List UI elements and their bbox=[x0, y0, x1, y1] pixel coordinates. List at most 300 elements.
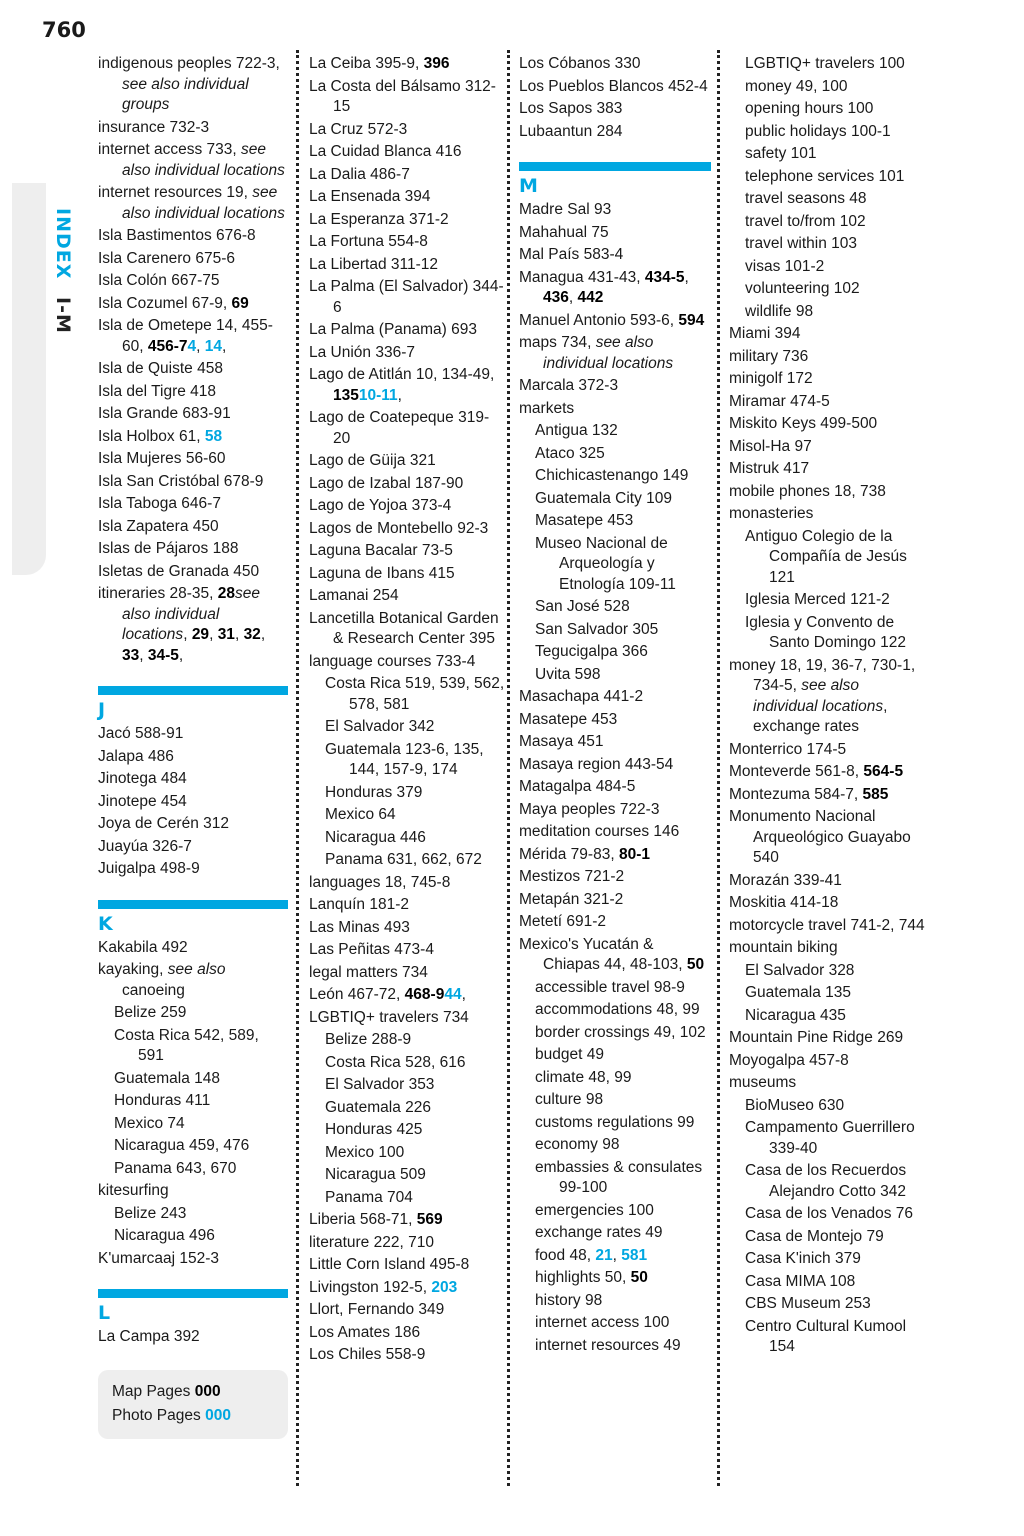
cross-reference: see also individual locations bbox=[543, 334, 674, 372]
index-subentry bbox=[309, 1143, 505, 1164]
entry-text: kitesurfing bbox=[98, 1182, 169, 1199]
index-subentry bbox=[729, 54, 925, 75]
index-subentry bbox=[519, 466, 711, 487]
index-entry bbox=[519, 777, 711, 798]
entry-text: mobile phones 18, 738 bbox=[729, 482, 886, 500]
index-subentry bbox=[309, 1053, 505, 1074]
page-ref: 31 bbox=[217, 626, 235, 643]
index-subentry bbox=[309, 1165, 505, 1186]
entry-text: , exchange rates bbox=[753, 697, 888, 735]
index-entry bbox=[98, 404, 288, 425]
page-ref: 581 bbox=[621, 1246, 648, 1264]
index-subentry bbox=[519, 1000, 711, 1021]
entry-text: Belize 243 bbox=[114, 1204, 187, 1222]
index-entry bbox=[309, 564, 505, 585]
page-ref: 14 bbox=[204, 337, 223, 355]
index-entry bbox=[519, 755, 711, 776]
index-subentry bbox=[729, 1227, 925, 1248]
entry-text: CBS Museum 253 bbox=[745, 1295, 871, 1312]
entry-text: Uvita 598 bbox=[535, 665, 601, 683]
index-entry bbox=[98, 517, 288, 538]
index-subentry bbox=[309, 1188, 505, 1209]
index-entry bbox=[519, 399, 711, 420]
entry-text: border crossings 49, 102 bbox=[535, 1023, 706, 1041]
index-subentry bbox=[729, 590, 925, 611]
index-entry bbox=[98, 226, 288, 247]
entry-text: exchange rates 49 bbox=[535, 1224, 663, 1241]
index-entry bbox=[519, 687, 711, 708]
entry-text: El Salvador 342 bbox=[325, 718, 435, 735]
section-letter: K bbox=[98, 912, 113, 935]
entry-text: , bbox=[260, 626, 266, 643]
index-subentry bbox=[729, 167, 925, 188]
entry-text: Isla Mujeres 56-60 bbox=[98, 450, 226, 467]
index-entry bbox=[309, 187, 505, 208]
legend-map-value: 000 bbox=[194, 1382, 221, 1400]
entry-text: Jinotepe 454 bbox=[98, 792, 187, 810]
entry-text: Moskitia 414-18 bbox=[729, 894, 839, 911]
cross-reference: see also individual locations bbox=[122, 585, 261, 643]
index-entry bbox=[309, 277, 505, 318]
letter-bar bbox=[98, 1289, 288, 1298]
index-entry bbox=[98, 859, 288, 880]
entry-text: , bbox=[397, 386, 402, 404]
index-entry bbox=[729, 916, 925, 937]
entry-text: Masatepe 453 bbox=[535, 512, 634, 529]
index-entry bbox=[519, 935, 711, 976]
index-subentry bbox=[519, 978, 711, 999]
index-subentry bbox=[729, 1317, 925, 1358]
index-entry bbox=[519, 122, 711, 143]
entry-text: La Ceiba 395-9, bbox=[309, 55, 424, 72]
index-subentry bbox=[98, 1159, 288, 1180]
entry-text: Little Corn Island 495-8 bbox=[309, 1256, 470, 1273]
index-entry bbox=[519, 376, 711, 397]
index-entry bbox=[729, 347, 925, 368]
page-ref: 50 bbox=[686, 956, 705, 973]
index-entry bbox=[98, 183, 288, 224]
entry-text: Isletas de Granada 450 bbox=[98, 562, 260, 580]
entry-text: accessible travel 98-9 bbox=[535, 978, 685, 996]
entry-text: emergencies 100 bbox=[535, 1201, 654, 1219]
legend-photo-value: 000 bbox=[205, 1407, 231, 1425]
index-entry bbox=[309, 77, 505, 118]
entry-text: Mexico 64 bbox=[325, 806, 396, 823]
index-entry bbox=[519, 54, 711, 75]
index-subentry bbox=[309, 805, 505, 826]
index-entry bbox=[98, 1181, 288, 1202]
page-ref: 396 bbox=[423, 55, 450, 72]
entry-text: Mahahual 75 bbox=[519, 223, 609, 241]
entry-text: indigenous peoples 722-3, bbox=[98, 55, 280, 72]
entry-text: Miramar 474-5 bbox=[729, 392, 830, 410]
entry-text: Nicaragua 459, 476 bbox=[114, 1137, 250, 1154]
entry-text: , bbox=[222, 337, 227, 355]
page-ref: 34-5 bbox=[147, 646, 179, 664]
entry-text: Miami 394 bbox=[729, 325, 801, 342]
index-entry bbox=[309, 1345, 505, 1366]
index-entry bbox=[519, 710, 711, 731]
page-ref: 58 bbox=[204, 427, 223, 445]
section-letter: M bbox=[519, 175, 538, 197]
entry-text: Juayúa 326-7 bbox=[98, 837, 192, 855]
entry-text: insurance 732-3 bbox=[98, 118, 210, 136]
entry-text: El Salvador 353 bbox=[325, 1076, 435, 1093]
entry-text: Casa K'inich 379 bbox=[745, 1250, 861, 1267]
index-entry bbox=[519, 200, 711, 221]
entry-text: Montezuma 584-7, bbox=[729, 785, 863, 803]
index-entry bbox=[98, 249, 288, 270]
index-subentry bbox=[729, 189, 925, 210]
entry-text: internet access 100 bbox=[535, 1314, 670, 1331]
entry-text: Marcala 372-3 bbox=[519, 377, 619, 394]
index-subentry bbox=[729, 1204, 925, 1225]
legend-photo-pages bbox=[112, 1404, 274, 1429]
index-entry bbox=[98, 118, 288, 139]
entry-text: internet access 733, bbox=[98, 141, 242, 158]
page-ref: 21 bbox=[595, 1246, 613, 1264]
index-entry bbox=[98, 427, 288, 448]
entry-text: Mal País 583-4 bbox=[519, 246, 624, 263]
page-ref: 135 bbox=[333, 386, 359, 404]
entry-text: Lago de Güija 321 bbox=[309, 452, 436, 469]
index-entry bbox=[309, 54, 505, 75]
entry-text: Casa de los Recuerdos Alejandro Cotto 342 bbox=[745, 1162, 907, 1200]
entry-text: military 736 bbox=[729, 347, 809, 365]
index-entry bbox=[519, 890, 711, 911]
entry-text: money 18, 19, 36-7, 730-1, 734-5, bbox=[729, 656, 916, 694]
index-subentry bbox=[729, 983, 925, 1004]
index-entry bbox=[519, 845, 711, 866]
entry-text: , bbox=[139, 646, 148, 664]
entry-text: El Salvador 328 bbox=[745, 961, 855, 979]
index-entry bbox=[309, 1233, 505, 1254]
entry-text: Isla Bastimentos 676-8 bbox=[98, 227, 256, 244]
index-entry bbox=[98, 584, 288, 666]
entry-text: Panama 643, 670 bbox=[114, 1159, 237, 1177]
index-entry bbox=[729, 785, 925, 806]
index-subentry bbox=[519, 511, 711, 532]
index-subentry bbox=[519, 1113, 711, 1134]
entry-text: language courses 733-4 bbox=[309, 652, 476, 670]
index-subentry bbox=[98, 1204, 288, 1225]
entry-text: Jalapa 486 bbox=[98, 747, 174, 765]
index-subentry bbox=[729, 1006, 925, 1027]
entry-text: Lanquín 181-2 bbox=[309, 896, 409, 913]
page-ref: 69 bbox=[231, 294, 249, 312]
index-subentry bbox=[98, 1136, 288, 1157]
entry-text: Madre Sal 93 bbox=[519, 201, 612, 218]
index-entry bbox=[98, 769, 288, 790]
page-ref: 434-5 bbox=[644, 268, 685, 286]
index-entry bbox=[309, 519, 505, 540]
index-entry bbox=[519, 268, 711, 309]
entry-text: Costa Rica 528, 616 bbox=[325, 1053, 466, 1071]
section-letter: L bbox=[98, 1302, 111, 1324]
page-ref: 4 bbox=[187, 337, 197, 355]
entry-text: , bbox=[196, 337, 205, 355]
letter-section-header bbox=[519, 162, 711, 198]
index-entry bbox=[309, 1008, 505, 1029]
entry-text: Jacó 588-91 bbox=[98, 725, 184, 742]
page-ref: 44 bbox=[444, 986, 462, 1003]
entry-text: Lubaantun 284 bbox=[519, 122, 623, 140]
index-entry bbox=[729, 504, 925, 525]
entry-text: Los Sapos 383 bbox=[519, 100, 623, 117]
entry-text: Manuel Antonio 593-6, bbox=[519, 311, 679, 329]
entry-text: visas 101-2 bbox=[745, 257, 825, 275]
entry-text: Isla Zapatera 450 bbox=[98, 517, 219, 535]
index-subentry bbox=[519, 1313, 711, 1334]
entry-text: Matagalpa 484-5 bbox=[519, 778, 636, 795]
index-entry bbox=[309, 1300, 505, 1321]
letter-section-header bbox=[98, 1289, 288, 1325]
index-entry bbox=[309, 210, 505, 231]
entry-text: Casa de los Venados 76 bbox=[745, 1205, 914, 1222]
index-subentry bbox=[519, 1336, 711, 1357]
entry-text: Lago de Izabal 187-90 bbox=[309, 474, 464, 492]
index-subentry bbox=[519, 642, 711, 663]
entry-text: , bbox=[684, 268, 689, 286]
entry-text: Monteverde 561-8, bbox=[729, 763, 864, 780]
entry-text: Lancetilla Botanical Garden & Research Center 395 bbox=[309, 609, 499, 647]
index-entry bbox=[519, 77, 711, 98]
entry-text: Isla San Cristóbal 678-9 bbox=[98, 472, 264, 490]
entry-text: public holidays 100-1 bbox=[745, 122, 891, 140]
index-subentry bbox=[309, 1098, 505, 1119]
index-entry bbox=[519, 333, 711, 374]
entry-text: Las Peñitas 473-4 bbox=[309, 941, 434, 958]
index-subentry bbox=[309, 674, 505, 715]
index-entry bbox=[98, 960, 288, 1001]
index-entry bbox=[729, 656, 925, 738]
entry-text: museums bbox=[729, 1074, 797, 1091]
index-entry bbox=[98, 494, 288, 515]
entry-text: wildlife 98 bbox=[745, 302, 814, 320]
index-entry bbox=[309, 496, 505, 517]
index-subentry bbox=[729, 122, 925, 143]
entry-text: LGBTIQ+ travelers 100 bbox=[745, 55, 905, 72]
index-subentry bbox=[729, 302, 925, 323]
index-entry bbox=[98, 1327, 288, 1348]
legend-map-label: Map Pages bbox=[112, 1382, 191, 1400]
side-tab-label bbox=[52, 208, 74, 334]
entry-text: Nicaragua 435 bbox=[745, 1006, 846, 1024]
page-ref: 203 bbox=[431, 1278, 458, 1296]
entry-text: Isla del Tigre 418 bbox=[98, 382, 217, 400]
index-entry bbox=[729, 762, 925, 783]
index-entry bbox=[309, 142, 505, 163]
entry-text: Isla Carenero 675-6 bbox=[98, 249, 235, 267]
entry-text: Mexico's Yucatán & Chiapas 44, 48-103, bbox=[519, 935, 687, 973]
index-subentry bbox=[519, 1201, 711, 1222]
index-entry bbox=[98, 837, 288, 858]
entry-text: Isla Cozumel 67-9, bbox=[98, 294, 232, 312]
index-entry bbox=[309, 586, 505, 607]
entry-text: La Palma (Panama) 693 bbox=[309, 321, 478, 338]
index-entry bbox=[309, 940, 505, 961]
cross-reference: see also individual groups bbox=[122, 75, 249, 113]
entry-text: Jinotega 484 bbox=[98, 770, 187, 787]
index-entry bbox=[309, 652, 505, 673]
index-subentry bbox=[98, 1114, 288, 1135]
entry-text: volunteering 102 bbox=[745, 280, 860, 297]
page-ref: 456-7 bbox=[147, 337, 188, 355]
entry-text: Managua 431-43, bbox=[519, 268, 645, 286]
page-ref: 32 bbox=[243, 626, 261, 643]
entry-text: Liberia 568-71, bbox=[309, 1211, 417, 1228]
cross-reference: see also bbox=[167, 961, 226, 978]
entry-text: kayaking, bbox=[98, 961, 168, 978]
index-subentry bbox=[729, 1161, 925, 1202]
entry-text: languages 18, 745-8 bbox=[309, 873, 451, 891]
index-subentry bbox=[519, 1090, 711, 1111]
cross-reference: see also individual locations bbox=[122, 184, 285, 222]
index-entry bbox=[729, 414, 925, 435]
entry-text: , bbox=[568, 289, 578, 306]
entry-text: Mestizos 721-2 bbox=[519, 868, 625, 885]
entry-text: Monterrico 174-5 bbox=[729, 740, 847, 758]
entry-text: La Cruz 572-3 bbox=[309, 120, 408, 138]
index-entry bbox=[309, 985, 505, 1006]
entry-text: La Cuidad Blanca 416 bbox=[309, 143, 462, 160]
entry-text: K'umarcaaj 152-3 bbox=[98, 1249, 219, 1267]
entry-text: minigolf 172 bbox=[729, 370, 813, 387]
index-subentry bbox=[519, 1158, 711, 1199]
entry-text: La Campa 392 bbox=[98, 1328, 200, 1345]
index-entry bbox=[98, 359, 288, 380]
letter-bar bbox=[98, 900, 288, 909]
entry-text: Costa Rica 519, 539, 562, 578, 581 bbox=[325, 675, 505, 713]
column-divider bbox=[717, 50, 720, 1486]
index-entry bbox=[729, 1051, 925, 1072]
index-entry bbox=[519, 800, 711, 821]
index-subentry bbox=[519, 1068, 711, 1089]
page-ref: 50 bbox=[630, 1269, 648, 1286]
index-subentry bbox=[519, 1023, 711, 1044]
index-column-1 bbox=[98, 52, 288, 1439]
index-entry bbox=[519, 822, 711, 843]
entry-text: , bbox=[209, 626, 218, 643]
entry-text: La Unión 336-7 bbox=[309, 343, 415, 361]
entry-text: Iglesia y Convento de Santo Domingo 122 bbox=[745, 613, 907, 651]
entry-text: travel to/from 102 bbox=[745, 212, 866, 230]
index-entry bbox=[309, 232, 505, 253]
section-letter: J bbox=[98, 699, 106, 721]
entry-text: Belize 288-9 bbox=[325, 1031, 412, 1048]
entry-text: Lago de Atitlán 10, 134-49, bbox=[309, 366, 495, 383]
index-subentry bbox=[98, 1026, 288, 1067]
entry-text: Livingston 192-5, bbox=[309, 1278, 432, 1296]
entry-text: Mexico 74 bbox=[114, 1114, 185, 1132]
entry-text: Kakabila 492 bbox=[98, 938, 188, 956]
entry-text: budget 49 bbox=[535, 1046, 604, 1063]
index-entry bbox=[98, 449, 288, 470]
index-entry bbox=[98, 316, 288, 357]
entry-text: Los Amates 186 bbox=[309, 1323, 421, 1341]
index-entry bbox=[309, 963, 505, 984]
index-entry bbox=[309, 1278, 505, 1299]
entry-text: Masachapa 441-2 bbox=[519, 688, 644, 705]
entry-text: history 98 bbox=[535, 1291, 603, 1309]
entry-text: Guatemala 135 bbox=[745, 984, 851, 1001]
entry-text: Maya peoples 722-3 bbox=[519, 800, 660, 818]
index-subentry bbox=[519, 1291, 711, 1312]
index-entry bbox=[729, 938, 925, 959]
entry-text: economy 98 bbox=[535, 1136, 620, 1153]
index-subentry bbox=[519, 665, 711, 686]
entry-text: Iglesia Merced 121-2 bbox=[745, 591, 890, 608]
entry-text: Los Cóbanos 330 bbox=[519, 55, 641, 72]
entry-text: Monumento Nacional Arqueológico Guayabo 540 bbox=[729, 808, 911, 866]
entry-text: La Dalia 486-7 bbox=[309, 165, 410, 183]
index-subentry bbox=[309, 783, 505, 804]
side-tab-title: INDEX bbox=[52, 208, 74, 280]
page-ref: 33 bbox=[122, 646, 140, 664]
index-entry bbox=[519, 311, 711, 332]
index-subentry bbox=[519, 1246, 711, 1267]
entry-text: Nicaragua 446 bbox=[325, 828, 426, 846]
entry-text: La Libertad 311-12 bbox=[309, 255, 438, 273]
column-divider bbox=[296, 50, 299, 1486]
index-entry bbox=[309, 343, 505, 364]
index-entry bbox=[729, 437, 925, 458]
index-entry bbox=[519, 732, 711, 753]
letter-bar bbox=[98, 686, 288, 695]
entry-text: La Fortuna 554-8 bbox=[309, 233, 428, 250]
index-entry bbox=[98, 814, 288, 835]
index-entry bbox=[309, 474, 505, 495]
index-column-2 bbox=[309, 52, 505, 1368]
entry-text: Los Pueblos Blancos 452-4 bbox=[519, 77, 708, 95]
entry-text: Panama 704 bbox=[325, 1188, 413, 1206]
entry-text: , bbox=[178, 646, 184, 664]
entry-text: literature 222, 710 bbox=[309, 1233, 434, 1251]
index-entry bbox=[98, 938, 288, 959]
page-ref: 80-1 bbox=[618, 845, 650, 863]
entry-text: Isla Taboga 646-7 bbox=[98, 495, 221, 512]
page-ref: 29 bbox=[191, 626, 210, 643]
index-entry bbox=[519, 867, 711, 888]
index-subentry bbox=[309, 828, 505, 849]
index-subentry bbox=[519, 489, 711, 510]
entry-text: Antiguo Colegio de la Compañía de Jesús 121 bbox=[745, 527, 907, 586]
entry-text: Masaya region 443-54 bbox=[519, 755, 674, 773]
entry-text: Mérida 79-83, bbox=[519, 845, 619, 863]
entry-text: Masaya 451 bbox=[519, 733, 604, 750]
index-subentry bbox=[519, 421, 711, 442]
index-entry bbox=[309, 1255, 505, 1276]
index-entry bbox=[309, 365, 505, 406]
entry-text: Lago de Yojoa 373-4 bbox=[309, 497, 452, 514]
index-entry bbox=[309, 609, 505, 650]
entry-text: Chichicastenango 149 bbox=[535, 467, 689, 484]
entry-text: mountain biking bbox=[729, 939, 838, 956]
entry-text: money 49, 100 bbox=[745, 77, 848, 95]
entry-text: accommodations 48, 99 bbox=[535, 1001, 700, 1018]
entry-text: telephone services 101 bbox=[745, 167, 905, 185]
entry-text: highlights 50, bbox=[535, 1269, 631, 1286]
entry-text: Llort, Fernando 349 bbox=[309, 1301, 445, 1318]
index-subentry bbox=[519, 597, 711, 618]
letter-section-header bbox=[98, 686, 288, 722]
page-ref: 468-9 bbox=[404, 986, 445, 1003]
index-entry bbox=[729, 1073, 925, 1094]
entry-text: San José 528 bbox=[535, 598, 630, 615]
index-entry bbox=[98, 472, 288, 493]
entry-text: Metetí 691-2 bbox=[519, 913, 607, 930]
index-entry bbox=[309, 165, 505, 186]
